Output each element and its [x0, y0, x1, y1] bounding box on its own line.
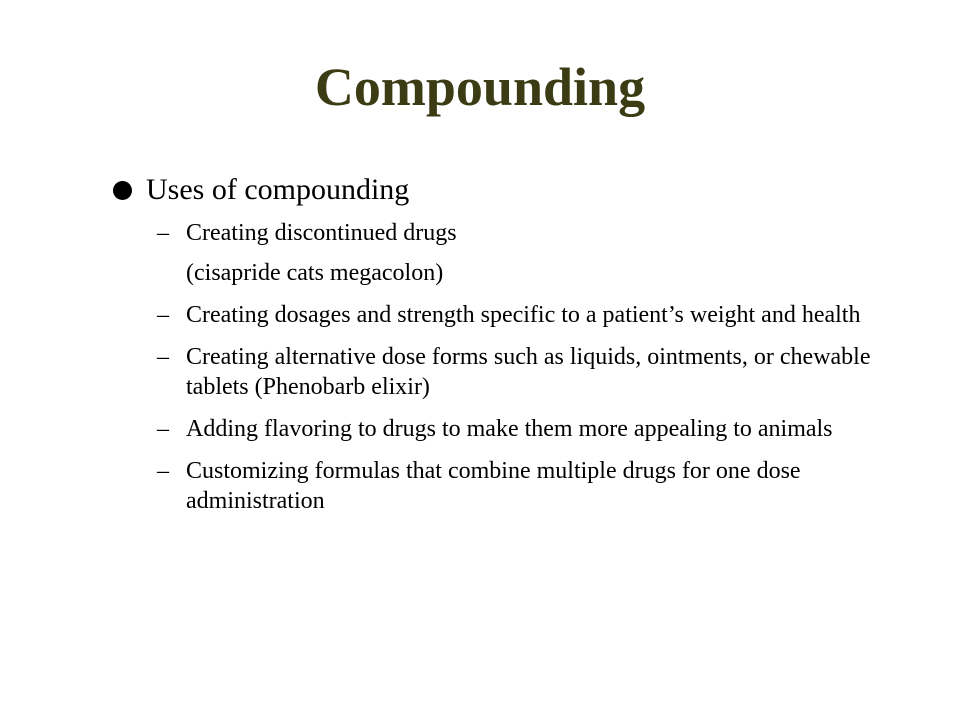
- sub-bullet-text: Creating dosages and strength specific to a patient’s weight and health: [186, 302, 861, 328]
- sub-bullet-continuation: [113, 258, 893, 288]
- sub-bullet-text: (cisapride cats megacolon): [186, 260, 444, 286]
- dash-icon: –: [157, 416, 169, 442]
- slide-content: [113, 172, 893, 528]
- dash-icon: –: [157, 302, 169, 328]
- main-bullet-text: Uses of compounding: [146, 173, 410, 206]
- sub-bullet-list: [113, 218, 893, 516]
- sub-bullet-text: Customizing formulas that combine multiple drugs for one dose administration: [186, 458, 801, 514]
- main-bullet: [113, 172, 893, 208]
- sub-bullet-text: Creating discontinued drugs: [186, 220, 457, 246]
- sub-bullet-item: [113, 218, 893, 248]
- dash-icon: –: [157, 344, 169, 370]
- sub-bullet-item: [113, 300, 893, 330]
- dash-icon: –: [157, 220, 169, 246]
- sub-bullet-item: [113, 456, 893, 516]
- sub-bullet-text: Adding flavoring to drugs to make them more appealing to animals: [186, 416, 833, 442]
- slide-title: Compounding: [314, 57, 646, 117]
- dash-icon: –: [157, 458, 169, 484]
- sub-bullet-text: Creating alternative dose forms such as liquids, ointments, or chewable tablets (Phenobarb elixir): [186, 344, 871, 400]
- sub-bullet-item: [113, 342, 893, 402]
- sub-bullet-item: [113, 414, 893, 444]
- bullet-dot-icon: [113, 181, 132, 200]
